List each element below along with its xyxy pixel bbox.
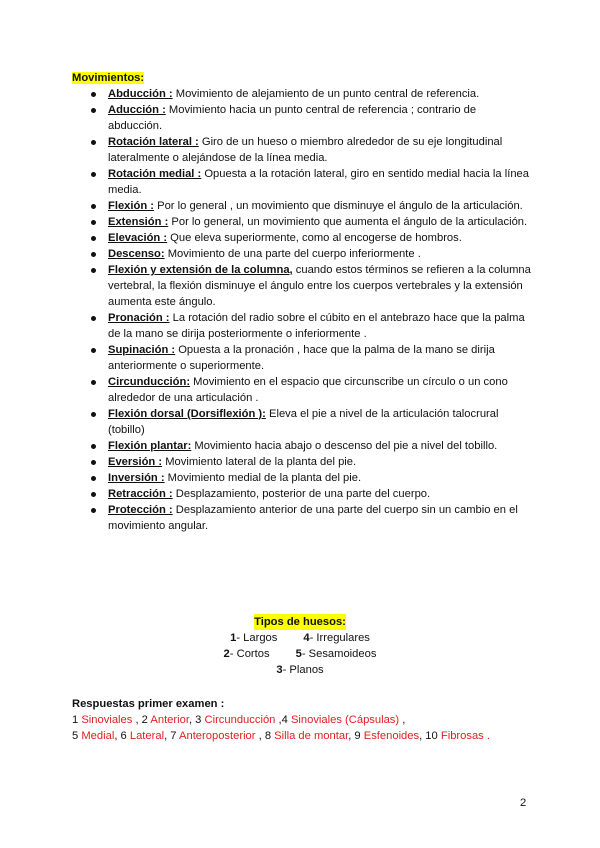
movement-item: [108, 486, 532, 502]
answer-number: 5: [72, 730, 82, 742]
movement-term: Abducción :: [108, 88, 173, 100]
answer-text: Circunducción: [204, 714, 276, 726]
movement-item: [108, 374, 532, 406]
movement-item: [108, 230, 532, 246]
movement-item: [108, 438, 532, 454]
answer-text: Anterior: [150, 714, 189, 726]
movement-item: [108, 470, 532, 486]
movement-term: Descenso:: [108, 248, 165, 260]
movement-item: [108, 102, 532, 134]
movement-term: Eversión :: [108, 456, 163, 468]
movement-term: Rotación lateral :: [108, 136, 199, 148]
answer-text: Sinoviales (Cápsulas): [290, 714, 400, 726]
bone-type-number: 4: [303, 632, 310, 644]
movement-term: Elevación :: [108, 232, 168, 244]
movement-item: [108, 406, 532, 438]
bone-type-label: - Largos: [236, 632, 278, 644]
bone-types-row: [0, 646, 600, 662]
bone-type-label: - Planos: [282, 664, 324, 676]
movements-list: [72, 86, 532, 534]
movement-definition: Eleva el pie a nivel de la articulación talocrural (tobillo): [108, 408, 499, 436]
bone-types-row: [0, 662, 600, 678]
movement-definition: Movimiento de alejamiento de un punto central de referencia.: [172, 88, 480, 100]
bone-types-section: [0, 614, 600, 678]
answer-number: , 3: [188, 714, 205, 726]
movement-definition: Desplazamiento anterior de una parte del cuerpo sin un cambio en el movimiento angular.: [108, 504, 518, 532]
movement-definition: Desplazamiento, posterior de una parte del cuerpo.: [172, 488, 431, 500]
movement-term: Flexión :: [108, 200, 154, 212]
movement-term: Protección :: [108, 504, 173, 516]
answer-text: Anteroposterior: [179, 730, 256, 742]
bone-type-number: 1: [230, 632, 237, 644]
movement-item: [108, 454, 532, 470]
movement-definition: cuando estos términos se refieren a la columna vertebral, la flexión disminuye el ángulo entre los cuerpos vertebrales y la extensión aumenta este ángulo.: [108, 264, 531, 308]
movement-definition: Movimiento hacia abajo o descenso del pie a nivel del tobillo.: [191, 440, 498, 452]
movement-item: [108, 166, 532, 198]
answer-number: , 6: [114, 730, 130, 742]
answer-text: Silla de montar: [274, 730, 349, 742]
movement-definition: Movimiento lateral de la planta del pie.: [162, 456, 357, 468]
movement-term: Inversión :: [108, 472, 165, 484]
movement-definition: Opuesta a la pronación , hace que la palma de la mano se dirija anteriormente o superiormente.: [108, 344, 495, 372]
movement-item: [108, 198, 532, 214]
movement-item: [108, 246, 532, 262]
movement-item: [108, 134, 532, 166]
answer-number: ,4: [275, 714, 291, 726]
movement-term: Supinación :: [108, 344, 176, 356]
movement-definition: Por lo general, un movimiento que aumenta el ángulo de la articulación.: [168, 216, 528, 228]
movement-term: Retracción :: [108, 488, 173, 500]
bone-type-number: 3: [276, 664, 283, 676]
movement-definition: Movimiento en el espacio que circunscribe un círculo o un cono alrededor de una articulación .: [108, 376, 508, 404]
exam-answers-line-2: [72, 728, 552, 744]
answer-number: , 7: [164, 730, 180, 742]
movement-term: Rotación medial :: [108, 168, 202, 180]
bone-type-number: 2: [223, 648, 230, 660]
movement-item: [108, 86, 532, 102]
movement-term: Extensión :: [108, 216, 169, 228]
movement-definition: Que eleva superiormente, como al encogerse de hombros.: [167, 232, 462, 244]
movement-definition: Movimiento medial de la planta del pie.: [164, 472, 362, 484]
movement-term: Pronación :: [108, 312, 170, 324]
answer-text: Fibrosas .: [440, 730, 490, 742]
answer-text: Esfenoides: [363, 730, 420, 742]
page-number: 2: [520, 797, 527, 809]
movement-definition: Movimiento hacia un punto central de referencia ; contrario de abducción.: [108, 104, 477, 132]
movement-term: Flexión plantar:: [108, 440, 192, 452]
answer-text: Sinoviales: [81, 714, 133, 726]
movement-definition: Por lo general , un movimiento que disminuye el ángulo de la articulación.: [154, 200, 523, 212]
movements-heading-text: Movimientos:: [72, 72, 145, 84]
movement-item: [108, 502, 532, 534]
answer-number: , 2: [132, 714, 151, 726]
movement-term: Flexión y extensión de la columna,: [108, 264, 293, 276]
answer-number: , 9: [348, 730, 364, 742]
movement-item: [108, 214, 532, 230]
bone-type-label: - Irregulares: [309, 632, 370, 644]
movement-definition: Movimiento de una parte del cuerpo inferiormente .: [164, 248, 421, 260]
movement-term: Aducción :: [108, 104, 166, 116]
movement-term: Flexión dorsal (Dorsiflexión ):: [108, 408, 266, 420]
bone-types-row: [0, 630, 600, 646]
movement-item: [108, 310, 532, 342]
movement-term: Circunducción:: [108, 376, 191, 388]
bone-types-title: Tipos de huesos:: [254, 616, 346, 628]
answer-number: ,: [399, 714, 406, 726]
exam-answers-title: Respuestas primer examen :: [72, 698, 225, 710]
exam-answers-section: [72, 696, 552, 744]
movement-definition: Giro de un hueso o miembro alrededor de su eje longitudinal lateralmente o alejándose de la línea media.: [108, 136, 503, 164]
movement-item: [108, 262, 532, 310]
answer-text: Lateral: [129, 730, 165, 742]
answer-text: Medial: [81, 730, 115, 742]
answer-number: , 8: [255, 730, 275, 742]
exam-answers-line-1: [72, 712, 552, 728]
movement-definition: La rotación del radio sobre el cúbito en el antebrazo hace que la palma de la mano se dirija posteriormente o inferiormente .: [108, 312, 525, 340]
movements-heading: [72, 71, 144, 85]
movement-definition: Opuesta a la rotación lateral, giro en sentido medial hacia la línea media.: [108, 168, 529, 196]
bone-type-label: - Sesamoideos: [301, 648, 377, 660]
answer-number: 1: [72, 714, 82, 726]
bone-types-rows: [0, 630, 600, 678]
bone-type-label: - Cortos: [229, 648, 270, 660]
movement-item: [108, 342, 532, 374]
answer-number: , 10: [419, 730, 441, 742]
bone-type-number: 5: [295, 648, 302, 660]
